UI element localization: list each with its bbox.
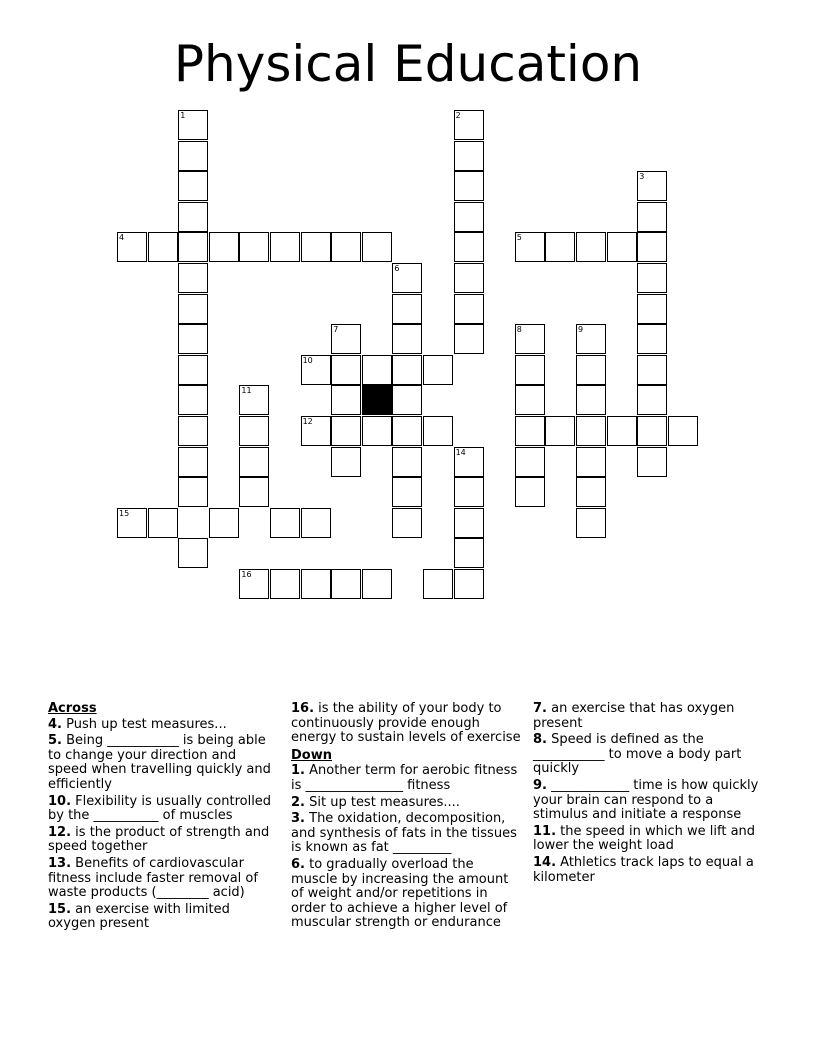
grid-cell[interactable] — [637, 324, 667, 354]
grid-cell[interactable] — [515, 355, 545, 385]
clue-across-5: 5. Being ___________ is being able to change your direction and speed when travelling quickly and efficiently — [48, 733, 271, 792]
grid-cell[interactable] — [454, 508, 484, 538]
grid-cell[interactable] — [576, 416, 606, 446]
grid-cell-1[interactable] — [178, 110, 208, 140]
grid-cell[interactable] — [239, 232, 269, 262]
grid-cell[interactable] — [270, 232, 300, 262]
grid-cell[interactable] — [637, 294, 667, 324]
clue-down-8: 8. Speed is defined as the ___________ to move a body part quickly — [533, 732, 742, 777]
grid-cell-4[interactable] — [117, 232, 147, 262]
clues-column-1 — [48, 699, 274, 934]
grid-cell[interactable] — [270, 508, 300, 538]
grid-cell[interactable] — [423, 416, 453, 446]
grid-cell[interactable] — [239, 447, 269, 477]
grid-cell-10[interactable] — [301, 355, 331, 385]
grid-cell-3[interactable] — [637, 171, 667, 201]
clues-column-3 — [533, 702, 767, 887]
grid-cell[interactable] — [392, 324, 422, 354]
grid-cell[interactable] — [301, 508, 331, 538]
puzzle-title: Physical Education — [173, 35, 643, 93]
grid-cell[interactable] — [637, 202, 667, 232]
grid-cell[interactable] — [576, 508, 606, 538]
grid-cell[interactable] — [209, 508, 239, 538]
grid-cell-15[interactable] — [117, 508, 147, 538]
grid-cell[interactable] — [148, 232, 178, 262]
grid-cell-9[interactable] — [576, 324, 606, 354]
grid-cell[interactable] — [637, 416, 667, 446]
clue-number: 10 — [302, 355, 313, 365]
grid-cell[interactable] — [607, 416, 637, 446]
grid-cell[interactable] — [392, 294, 422, 324]
grid-cell[interactable] — [331, 447, 361, 477]
clue-number: 7 — [333, 325, 339, 335]
grid-cell[interactable] — [392, 477, 422, 507]
grid-cell[interactable] — [392, 447, 422, 477]
grid-cell[interactable] — [392, 508, 422, 538]
clue-down-3: 3. The oxidation, decomposition, and synthesis of fats in the tissues is known as fat _________ — [291, 811, 517, 856]
grid-cell[interactable] — [331, 355, 361, 385]
grid-cell[interactable] — [362, 232, 392, 262]
grid-cell-2[interactable] — [454, 110, 484, 140]
grid-cell[interactable] — [637, 355, 667, 385]
grid-cell[interactable] — [392, 416, 422, 446]
grid-cell[interactable] — [454, 477, 484, 507]
grid-cell-12[interactable] — [301, 416, 331, 446]
clue-across-16: 16. is the ability of your body to continuously provide enough energy to sustain levels of exercise — [291, 701, 521, 746]
grid-cell[interactable] — [178, 263, 208, 293]
grid-cell[interactable] — [178, 385, 208, 415]
across-heading: Across — [48, 701, 97, 716]
grid-cell[interactable] — [362, 355, 392, 385]
grid-cell[interactable] — [301, 569, 331, 599]
grid-cell[interactable] — [545, 416, 575, 446]
grid-cell[interactable] — [178, 355, 208, 385]
grid-cell[interactable] — [423, 355, 453, 385]
grid-cell[interactable] — [637, 447, 667, 477]
grid-cell[interactable] — [637, 385, 667, 415]
clue-down-7: 7. an exercise that has oxygen present — [533, 701, 735, 731]
grid-cell[interactable] — [178, 294, 208, 324]
grid-cell[interactable] — [454, 324, 484, 354]
grid-cell[interactable] — [515, 447, 545, 477]
grid-cell[interactable] — [270, 569, 300, 599]
grid-cell-5[interactable] — [515, 232, 545, 262]
grid-cell[interactable] — [148, 508, 178, 538]
grid-cell-11[interactable] — [239, 385, 269, 415]
clue-down-14: 14. Athletics track laps to equal a kilometer — [533, 854, 754, 885]
clue-down-11: 11. the speed in which we lift and lower the weight load — [533, 823, 756, 854]
clue-across-12: 12. is the product of strength and speed together — [48, 824, 270, 855]
clue-number: 14 — [455, 447, 466, 457]
grid-cell[interactable] — [576, 232, 606, 262]
grid-cell[interactable] — [178, 477, 208, 507]
grid-cell[interactable] — [331, 416, 361, 446]
grid-cell[interactable] — [668, 416, 698, 446]
clue-number: 2 — [455, 111, 461, 120]
clue-number: 5 — [516, 233, 522, 243]
grid-cell[interactable] — [178, 202, 208, 232]
grid-cell[interactable] — [423, 569, 453, 599]
clue-number: 4 — [119, 233, 125, 243]
clue-down-6: 6. to gradually overload the muscle by increasing the amount of weight and/or repetitions in order to achieve a higher level of muscular strength or endurance — [291, 856, 509, 931]
grid-cell[interactable] — [576, 355, 606, 385]
grid-cell[interactable] — [515, 385, 545, 415]
grid-cell[interactable] — [576, 385, 606, 415]
grid-cell[interactable] — [454, 171, 484, 201]
grid-cell[interactable] — [454, 569, 484, 599]
grid-cell[interactable] — [209, 232, 239, 262]
grid-cell[interactable] — [454, 232, 484, 262]
grid-cell-7[interactable] — [331, 324, 361, 354]
clues-column-2 — [291, 702, 523, 933]
grid-cell[interactable] — [178, 324, 208, 354]
clue-number: 3 — [639, 172, 645, 182]
grid-cell[interactable] — [454, 202, 484, 232]
clue-number: 6 — [394, 264, 400, 273]
grid-cell[interactable] — [178, 538, 208, 568]
grid-cell[interactable] — [392, 385, 422, 415]
grid-cell-14[interactable] — [454, 447, 484, 477]
clue-number: 8 — [516, 325, 522, 335]
grid-cell[interactable] — [607, 232, 637, 262]
grid-cell[interactable] — [637, 232, 667, 262]
grid-cell[interactable] — [576, 447, 606, 477]
clue-number: 12 — [302, 417, 313, 426]
down-heading: Down — [291, 747, 332, 763]
grid-cell-16[interactable] — [239, 569, 269, 599]
clue-across-15: 15. an exercise with limited oxygen present — [48, 901, 230, 932]
grid-cell[interactable] — [454, 141, 484, 171]
grid-cell[interactable] — [362, 416, 392, 446]
grid-cell[interactable] — [454, 538, 484, 568]
grid-cell[interactable] — [454, 263, 484, 293]
clue-number: 15 — [119, 508, 130, 518]
grid-cell[interactable] — [362, 569, 392, 599]
grid-cell[interactable] — [301, 232, 331, 262]
clue-number: 1 — [180, 111, 186, 120]
grid-cell[interactable] — [331, 569, 361, 599]
grid-cell[interactable] — [178, 141, 208, 171]
grid-cell[interactable] — [392, 355, 422, 385]
grid-cell-6[interactable] — [392, 263, 422, 293]
grid-cell-8[interactable] — [515, 324, 545, 354]
grid-black-cell — [362, 385, 392, 415]
clue-down-9: 9. ____________ time is how quickly your brain can respond to a stimulus and initiate a response — [533, 777, 759, 823]
grid-cell[interactable] — [178, 171, 208, 201]
clue-down-1: 1. Another term for aerobic fitness is _______________ fitness — [291, 763, 518, 793]
grid-cell[interactable] — [545, 232, 575, 262]
clue-across-4: 4. Push up test measures... — [48, 716, 227, 732]
clue-number: 9 — [578, 325, 584, 335]
grid-cell[interactable] — [178, 232, 208, 262]
clue-across-10: 10. Flexibility is usually controlled by the __________ of muscles — [48, 793, 272, 824]
grid-cell[interactable] — [239, 477, 269, 507]
grid-cell[interactable] — [178, 416, 208, 446]
grid-cell[interactable] — [576, 477, 606, 507]
clue-down-2: 2. Sit up test measures.... — [291, 794, 460, 810]
clue-across-13: 13. Benefits of cardiovascular fitness include faster removal of waste products (________ acid) — [48, 855, 258, 901]
grid-cell[interactable] — [331, 385, 361, 415]
grid-cell[interactable] — [515, 416, 545, 446]
grid-cell[interactable] — [239, 416, 269, 446]
grid-cell[interactable] — [637, 263, 667, 293]
grid-cell[interactable] — [178, 447, 208, 477]
clue-number: 16 — [241, 570, 252, 579]
grid-cell[interactable] — [515, 477, 545, 507]
clue-number: 11 — [241, 386, 252, 396]
grid-cell[interactable] — [454, 294, 484, 324]
grid-cell[interactable] — [331, 232, 361, 262]
